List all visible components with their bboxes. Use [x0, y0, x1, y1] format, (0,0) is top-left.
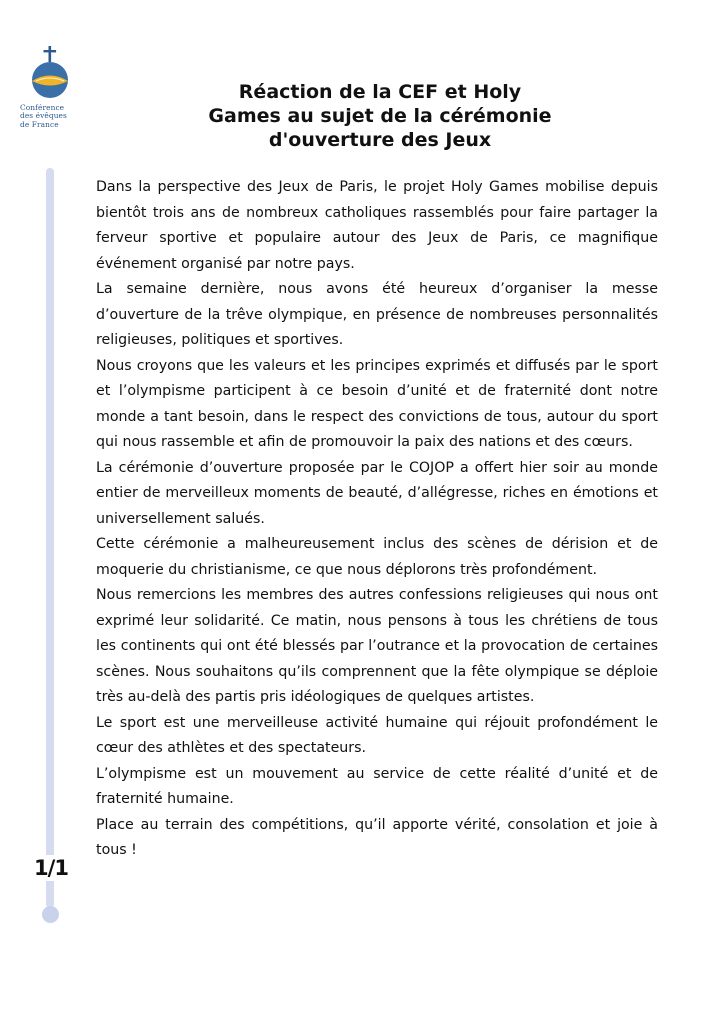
decorative-end-dot [42, 906, 59, 923]
paragraph: L’olympisme est un mouvement au service de cette réalité d’unité et de fraternité humaine. [96, 765, 658, 807]
title-line-2: Games au sujet de la cérémonie [208, 105, 552, 127]
decorative-vertical-line [46, 168, 54, 908]
title-line-3: d'ouverture des Jeux [268, 129, 492, 151]
logo-line-1: Conférence [20, 103, 65, 112]
logo-line-2: des évêques [20, 111, 67, 121]
paragraph: Le sport est une merveilleuse activité humaine qui réjouit profondément le cœur des athlètes et des spectateurs. [96, 714, 658, 756]
cef-logo [20, 44, 82, 129]
paragraph: Nous remercions les membres des autres confessions religieuses qui nous ont exprimé leur solidarité. Ce matin, nous pensons à tous les chrétiens de tous les continents qui ont été blessés par l’outrance et la provocation de certaines scènes. Nous souhaitons qu’ils comprennent que la fête olympique se déploie très au-delà des partis pris idéologiques de quelques artistes. [96, 587, 658, 705]
document-title [180, 80, 580, 152]
cef-emblem-icon [26, 44, 74, 100]
title-line-1: Réaction de la CEF et Holy [238, 81, 522, 103]
paragraph: Dans la perspective des Jeux de Paris, le projet Holy Games mobilise depuis bientôt trois ans de nombreux catholiques rassemblés pour faire partager la ferveur sportive et populaire autour des Jeux de Paris, ce magnifique événement organisé par notre pays. [96, 179, 658, 272]
logo-line-3: de France [20, 119, 59, 129]
paragraph: Cette cérémonie a malheureusement inclus des scènes de dérision et de moquerie du christianisme, ce que nous déplorons très profondément. [96, 536, 658, 578]
document-body [96, 175, 658, 864]
paragraph: Nous croyons que les valeurs et les principes exprimés et diffusés par le sport et l’olympisme participent à ce besoin d’unité et de fraternité dont notre monde a tant besoin, dans le respect des convictions de tous, autour du sport qui nous rassemble et afin de promouvoir la paix des nations et des cœurs. [96, 357, 658, 450]
paragraph: La semaine dernière, nous avons été heureux d’organiser la messe d’ouverture de la trêve olympique, en présence de nombreuses personnalités religieuses, politiques et sportives. [96, 281, 658, 348]
page-number: 1/1 [28, 855, 74, 881]
paragraph: La cérémonie d’ouverture proposée par le COJOP a offert hier soir au monde entier de merveilleux moments de beauté, d’allégresse, riches en émotions et universellement salués. [96, 459, 658, 527]
paragraph: Place au terrain des compétitions, qu’il apporte vérité, consolation et joie à tous ! [96, 816, 658, 858]
